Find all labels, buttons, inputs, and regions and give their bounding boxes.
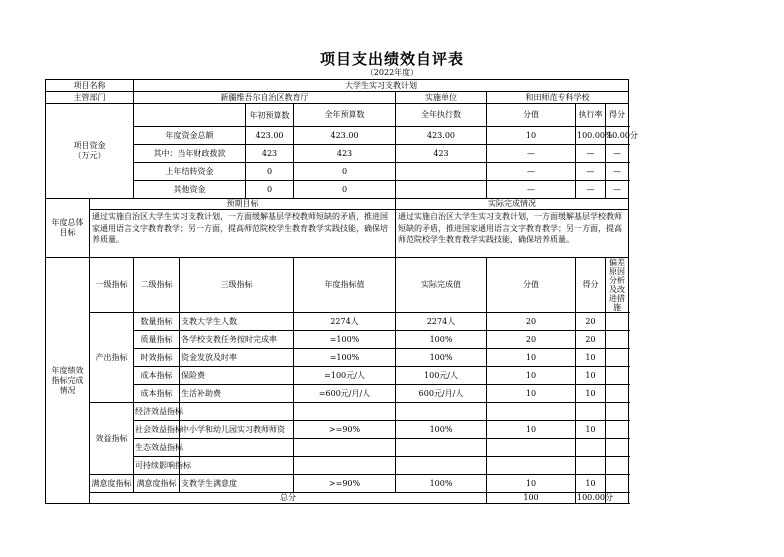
funds-row-exec-rate: — — [576, 181, 606, 199]
expected-goal-header: 预期目标 — [90, 199, 396, 210]
indicator-actual: 100% — [396, 331, 487, 349]
funds-label: 项目资金 （万元） — [46, 104, 134, 199]
indicator-level3 — [180, 403, 294, 421]
funds-row-score: — — [606, 181, 629, 199]
header-level1: 一级指标 — [90, 258, 134, 313]
satisfaction-indicator-label: 满意度指标 — [90, 475, 134, 493]
funds-header-weight: 分值 — [487, 104, 576, 127]
performance-section-label: 年度绩效 指标完成 情况 — [46, 258, 90, 504]
expected-goal-text: 通过实施自治区大学生实习支教计划，一方面缓解基层学校教师短缺的矛盾，推进国家通用语言文字教育教学；另一方面，提高师范院校学生教育教学实践技能，确保培养质量。 — [90, 210, 396, 258]
indicator-weight: 20 — [487, 331, 576, 349]
indicator-level2: 社会效益指标 — [134, 421, 180, 439]
funds-row-weight: — — [487, 181, 576, 199]
header-target: 年度指标值 — [294, 258, 396, 313]
funds-row-weight: — — [487, 145, 576, 163]
indicator-actual: 2274人 — [396, 313, 487, 331]
funds-row-full-budget: 0 — [294, 181, 396, 199]
funds-row-full-exec: 423.00 — [396, 127, 487, 145]
indicator-weight — [487, 403, 576, 421]
indicator-analysis — [606, 313, 629, 331]
header-actual: 实际完成值 — [396, 258, 487, 313]
indicator-level3: 保险费 — [180, 367, 294, 385]
indicator-weight — [487, 439, 576, 457]
funds-row-score: — — [606, 145, 629, 163]
indicator-level2: 经济效益指标 — [134, 403, 180, 421]
funds-row-weight: 10 — [487, 127, 576, 145]
funds-row-exec-rate: — — [576, 145, 606, 163]
indicator-level3: 中小学和幼儿园实习教师师资 — [180, 421, 294, 439]
indicator-level3: 生活补助费 — [180, 385, 294, 403]
indicator-actual: 100元/人 — [396, 367, 487, 385]
funds-row-weight: — — [487, 163, 576, 181]
indicator-actual: 100% — [396, 475, 487, 493]
indicator-score: 10 — [576, 367, 606, 385]
funds-header-initial: 年初预算数 — [246, 104, 294, 127]
indicator-score: 20 — [576, 313, 606, 331]
page-title: 项目支出绩效自评表 — [319, 50, 464, 68]
impl-unit-value: 和田师范专科学校 — [487, 92, 629, 104]
indicator-level3 — [180, 439, 294, 457]
funds-header-full-budget: 全年预算数 — [294, 104, 396, 127]
indicator-target: >=90% — [294, 421, 396, 439]
indicator-level2: 生态效益指标 — [134, 439, 180, 457]
funds-row-initial: 0 — [246, 163, 294, 181]
header-weight: 分值 — [487, 258, 576, 313]
indicator-level3: 支教大学生人数 — [180, 313, 294, 331]
indicator-level3: 资金发放及时率 — [180, 349, 294, 367]
funds-row-name: 上年结转资金 — [134, 163, 246, 181]
header-level3: 三级指标 — [180, 258, 294, 313]
funds-row-name: 其中：当年财政拨款 — [134, 145, 246, 163]
indicator-level2: 成本指标 — [134, 367, 180, 385]
indicator-score — [576, 457, 606, 475]
funds-row-name: 年度资金总额 — [134, 127, 246, 145]
indicator-target: =100% — [294, 349, 396, 367]
indicator-target: 2274人 — [294, 313, 396, 331]
indicator-analysis — [606, 385, 629, 403]
funds-header-blank — [134, 104, 246, 127]
indicator-level2: 满意度指标 — [134, 475, 180, 493]
funds-header-score: 得分 — [606, 104, 629, 127]
indicator-actual — [396, 403, 487, 421]
indicator-actual: 100% — [396, 349, 487, 367]
indicator-target — [294, 403, 396, 421]
indicator-analysis — [606, 349, 629, 367]
benefit-indicator-label: 效益指标 — [90, 403, 134, 475]
total-weight: 100 — [487, 493, 576, 504]
dept-value: 新疆维吾尔自治区教育厅 — [134, 92, 396, 104]
funds-row-initial: 0 — [246, 181, 294, 199]
actual-completion-header: 实际完成情况 — [396, 199, 629, 210]
indicator-level2: 可持续影响指标 — [134, 457, 180, 475]
indicator-level2: 质量指标 — [134, 331, 180, 349]
header-analysis: 偏差原因分析及改进措施 — [606, 258, 629, 313]
indicator-target: =100% — [294, 331, 396, 349]
indicator-level3: 支教学生满意度 — [180, 475, 294, 493]
funds-row-full-exec — [396, 163, 487, 181]
indicator-level2: 成本指标 — [134, 385, 180, 403]
indicator-target: =600元/月/人 — [294, 385, 396, 403]
indicator-target: >=90% — [294, 475, 396, 493]
evaluation-table — [45, 79, 638, 504]
indicator-analysis — [606, 439, 629, 457]
indicator-analysis — [606, 403, 629, 421]
indicator-actual — [396, 457, 487, 475]
indicator-score: 10 — [576, 349, 606, 367]
indicator-score: 10 — [576, 475, 606, 493]
indicator-weight: 10 — [487, 385, 576, 403]
indicator-analysis — [606, 367, 629, 385]
indicator-weight: 10 — [487, 367, 576, 385]
indicator-analysis — [606, 421, 629, 439]
indicator-weight: 10 — [487, 421, 576, 439]
indicator-score: 10 — [576, 421, 606, 439]
indicator-score: 20 — [576, 331, 606, 349]
project-name-label: 项目名称 — [46, 80, 134, 92]
total-score: 100.00分 — [577, 493, 613, 502]
funds-row-initial: 423 — [246, 145, 294, 163]
indicator-actual: 600元/月/人 — [396, 385, 487, 403]
indicator-analysis — [606, 331, 629, 349]
indicator-target — [294, 457, 396, 475]
output-indicator-label: 产出指标 — [90, 313, 134, 403]
project-name-value: 大学生实习支教计划 — [134, 80, 629, 92]
indicator-level3: 各学校支教任务按时完成率 — [180, 331, 294, 349]
dept-label: 主管部门 — [46, 92, 134, 104]
actual-completion-text: 通过实施自治区大学生实习支教计划，一方面缓解基层学校教师短缺的矛盾，推进国家通用语言文字教育教学；另一方面，提高师范院校学生教育教学实践技能，确保培养质量。 — [396, 210, 629, 258]
funds-row-full-budget: 0 — [294, 163, 396, 181]
funds-row-full-budget: 423 — [294, 145, 396, 163]
indicator-level2: 数量指标 — [134, 313, 180, 331]
indicator-score — [576, 403, 606, 421]
funds-row-full-exec — [396, 181, 487, 199]
funds-row-full-budget: 423.00 — [294, 127, 396, 145]
funds-header-exec-rate: 执行率 — [576, 104, 606, 127]
indicator-level3 — [180, 457, 294, 475]
impl-unit-label: 实施单位 — [396, 92, 487, 104]
funds-row-score: 10.00分 — [606, 127, 629, 145]
funds-header-full-exec: 全年执行数 — [396, 104, 487, 127]
indicator-actual — [396, 439, 487, 457]
funds-row-initial: 423.00 — [246, 127, 294, 145]
annual-goal-label: 年度总体 目标 — [46, 199, 90, 258]
funds-row-full-exec: 423 — [396, 145, 487, 163]
indicator-weight: 10 — [487, 475, 576, 493]
indicator-analysis — [606, 457, 629, 475]
indicator-weight: 10 — [487, 349, 576, 367]
indicator-score: 10 — [576, 385, 606, 403]
indicator-target: =100元/人 — [294, 367, 396, 385]
indicator-score — [576, 439, 606, 457]
indicator-level2: 时效指标 — [134, 349, 180, 367]
indicator-target — [294, 439, 396, 457]
header-score: 得分 — [576, 258, 606, 313]
funds-row-exec-rate: — — [576, 163, 606, 181]
indicator-weight: 20 — [487, 313, 576, 331]
indicator-actual: 100% — [396, 421, 487, 439]
funds-row-score: — — [606, 163, 629, 181]
funds-row-exec-rate: 100.00% — [576, 127, 606, 145]
indicator-analysis — [606, 475, 629, 493]
total-label: 总分 — [90, 493, 487, 504]
report-year: （2022年度） — [365, 68, 419, 77]
funds-row-name: 其他资金 — [134, 181, 246, 199]
header-level2: 二级指标 — [134, 258, 180, 313]
indicator-weight — [487, 457, 576, 475]
